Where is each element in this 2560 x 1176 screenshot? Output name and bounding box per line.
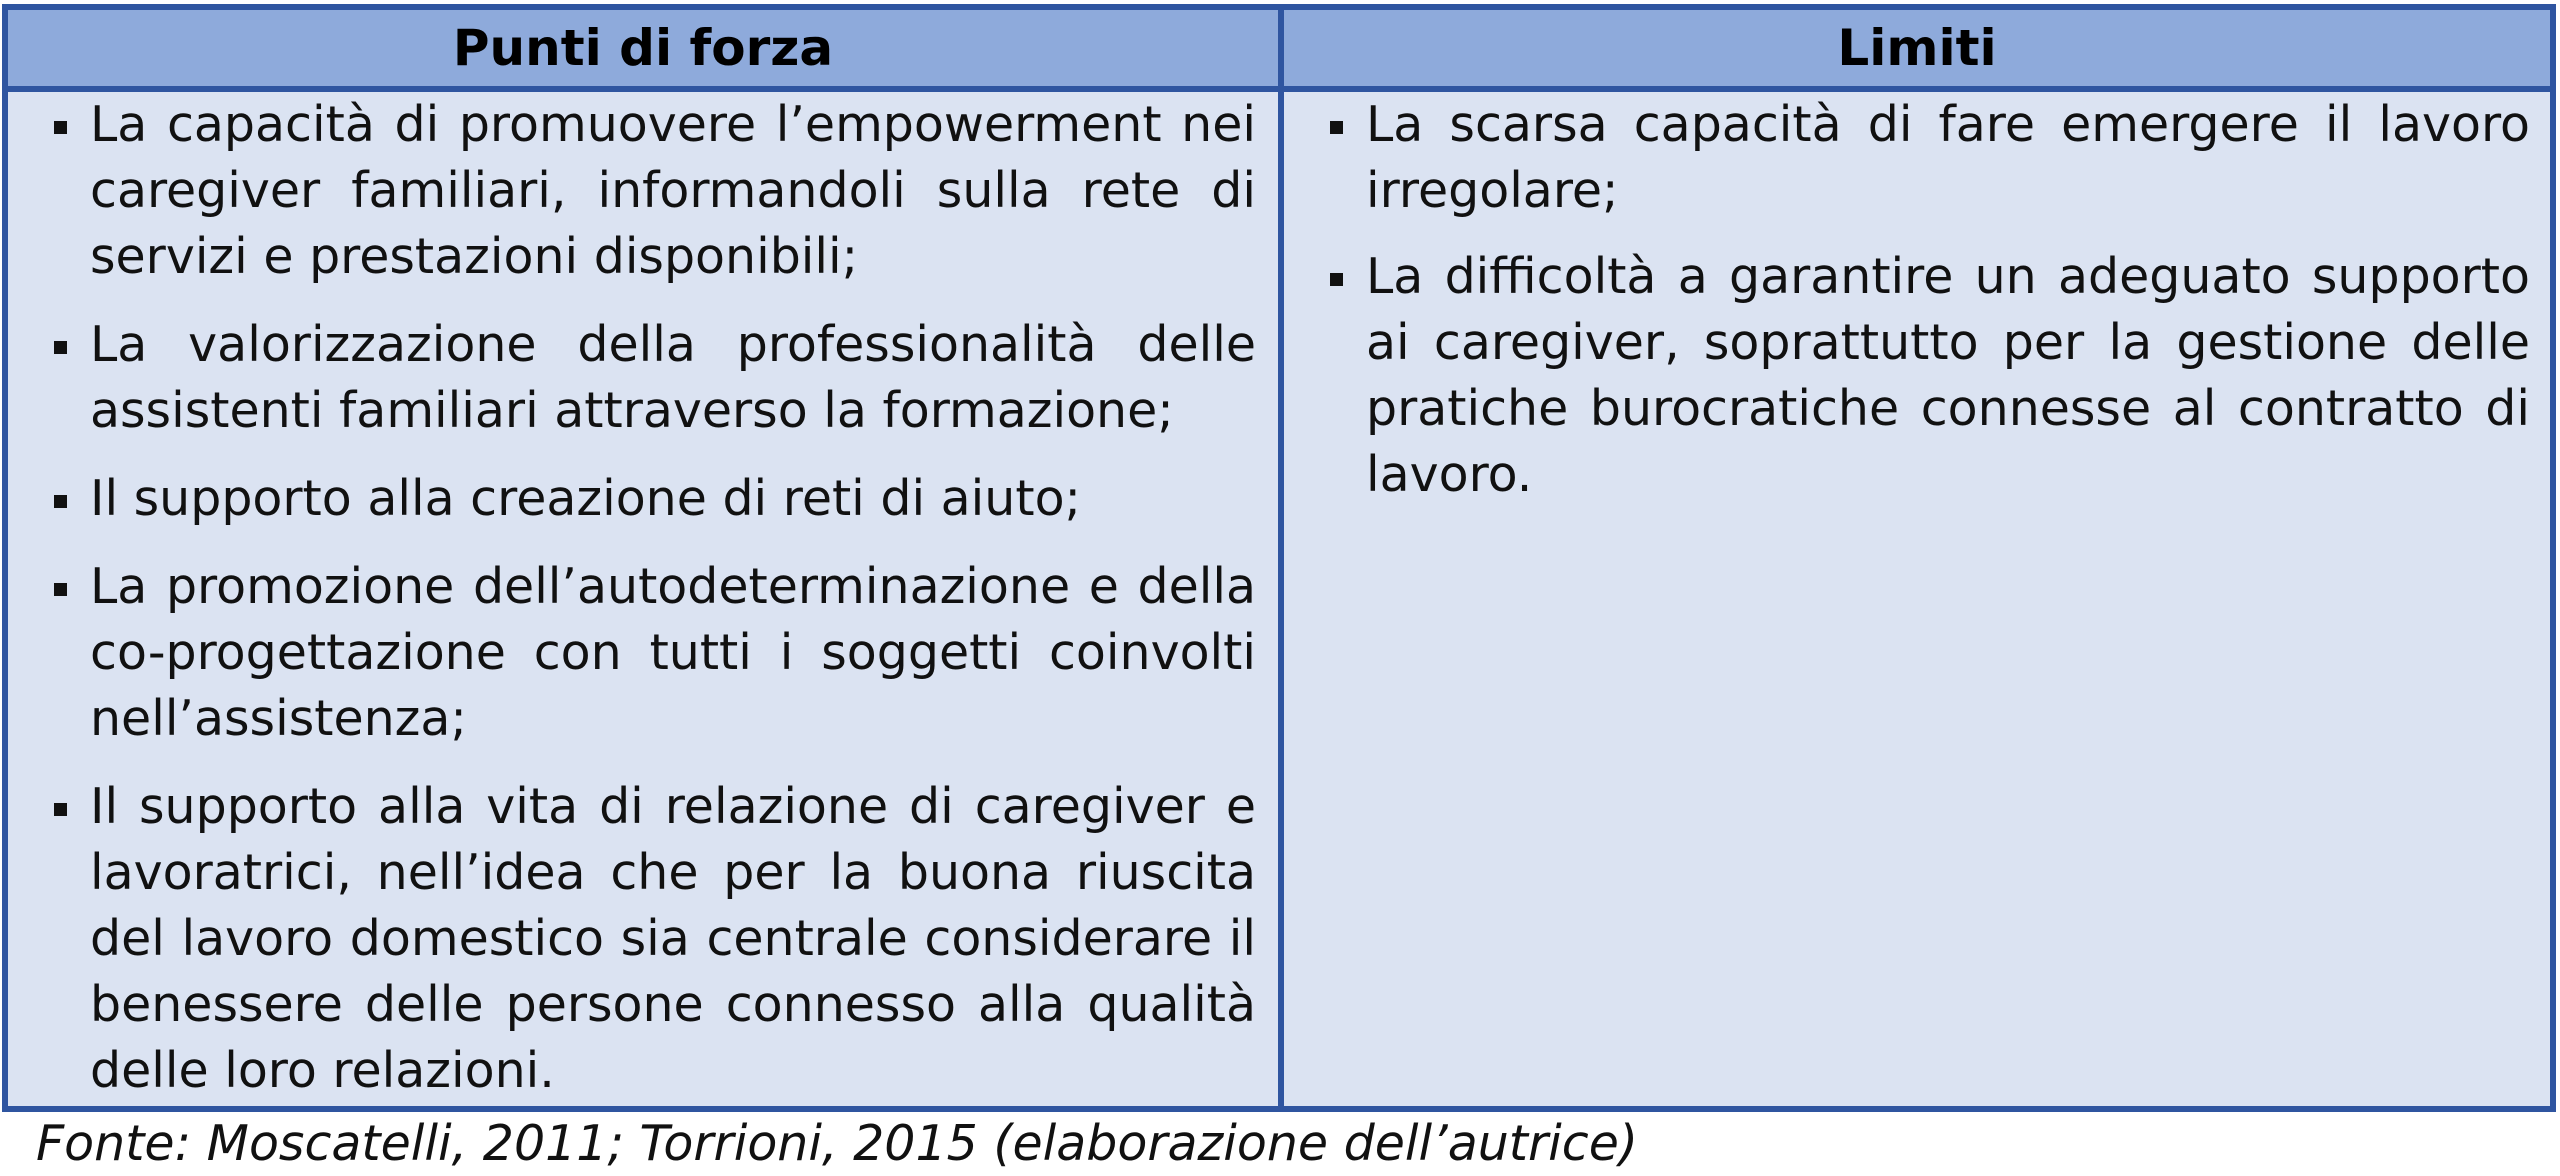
- square-bullet-icon: [54, 495, 67, 508]
- square-bullet-icon: [54, 803, 67, 816]
- limits-column: [1318, 92, 2530, 528]
- square-bullet-icon: [1330, 273, 1343, 286]
- list-item-text: Il supporto alla vita di relazione di caregiver e lavoratrici, nell’idea che per la buona riuscita del lavoro domestico sia centrale considerare il benessere delle persone connesso alla qualità delle loro relazioni.: [90, 778, 1256, 1099]
- comparison-table: [2, 4, 2556, 1112]
- list-item: [42, 312, 1256, 444]
- strengths-list: [42, 92, 1256, 1104]
- limits-list: [1318, 92, 2530, 508]
- list-item: [42, 466, 1256, 532]
- column-divider: [1278, 10, 1284, 1106]
- header-strengths: Punti di forza: [452, 19, 834, 77]
- square-bullet-icon: [54, 583, 67, 596]
- list-item-text: Il supporto alla creazione di reti di aiuto;: [90, 470, 1082, 527]
- square-bullet-icon: [1330, 121, 1343, 134]
- list-item: [1318, 244, 2530, 508]
- list-item-text: La scarsa capacità di fare emergere il lavoro irregolare;: [1366, 96, 2530, 219]
- list-item-text: La valorizzazione della professionalità delle assistenti familiari attraverso la formazione;: [90, 316, 1256, 439]
- list-item: [42, 554, 1256, 752]
- list-item-text: La promozione dell’autodeterminazione e della co-progettazione con tutti i soggetti coinvolti nell’assistenza;: [90, 558, 1256, 747]
- list-item-text: La capacità di promuovere l’empowerment nei caregiver familiari, informandoli sulla rete di servizi e prestazioni disponibili;: [90, 96, 1256, 285]
- list-item: [42, 774, 1256, 1104]
- header-limits: Limiti: [1837, 19, 1997, 77]
- square-bullet-icon: [54, 341, 67, 354]
- list-item: [42, 92, 1256, 290]
- source-caption: Fonte: Moscatelli, 2011; Torrioni, 2015 (elaborazione dell’autrice): [36, 1115, 1638, 1172]
- square-bullet-icon: [54, 121, 67, 134]
- strengths-column: [42, 92, 1256, 1126]
- list-item: [1318, 92, 2530, 224]
- list-item-text: La difficoltà a garantire un adeguato supporto ai caregiver, soprattutto per la gestione delle pratiche burocratiche connesse al contratto di lavoro.: [1366, 248, 2530, 503]
